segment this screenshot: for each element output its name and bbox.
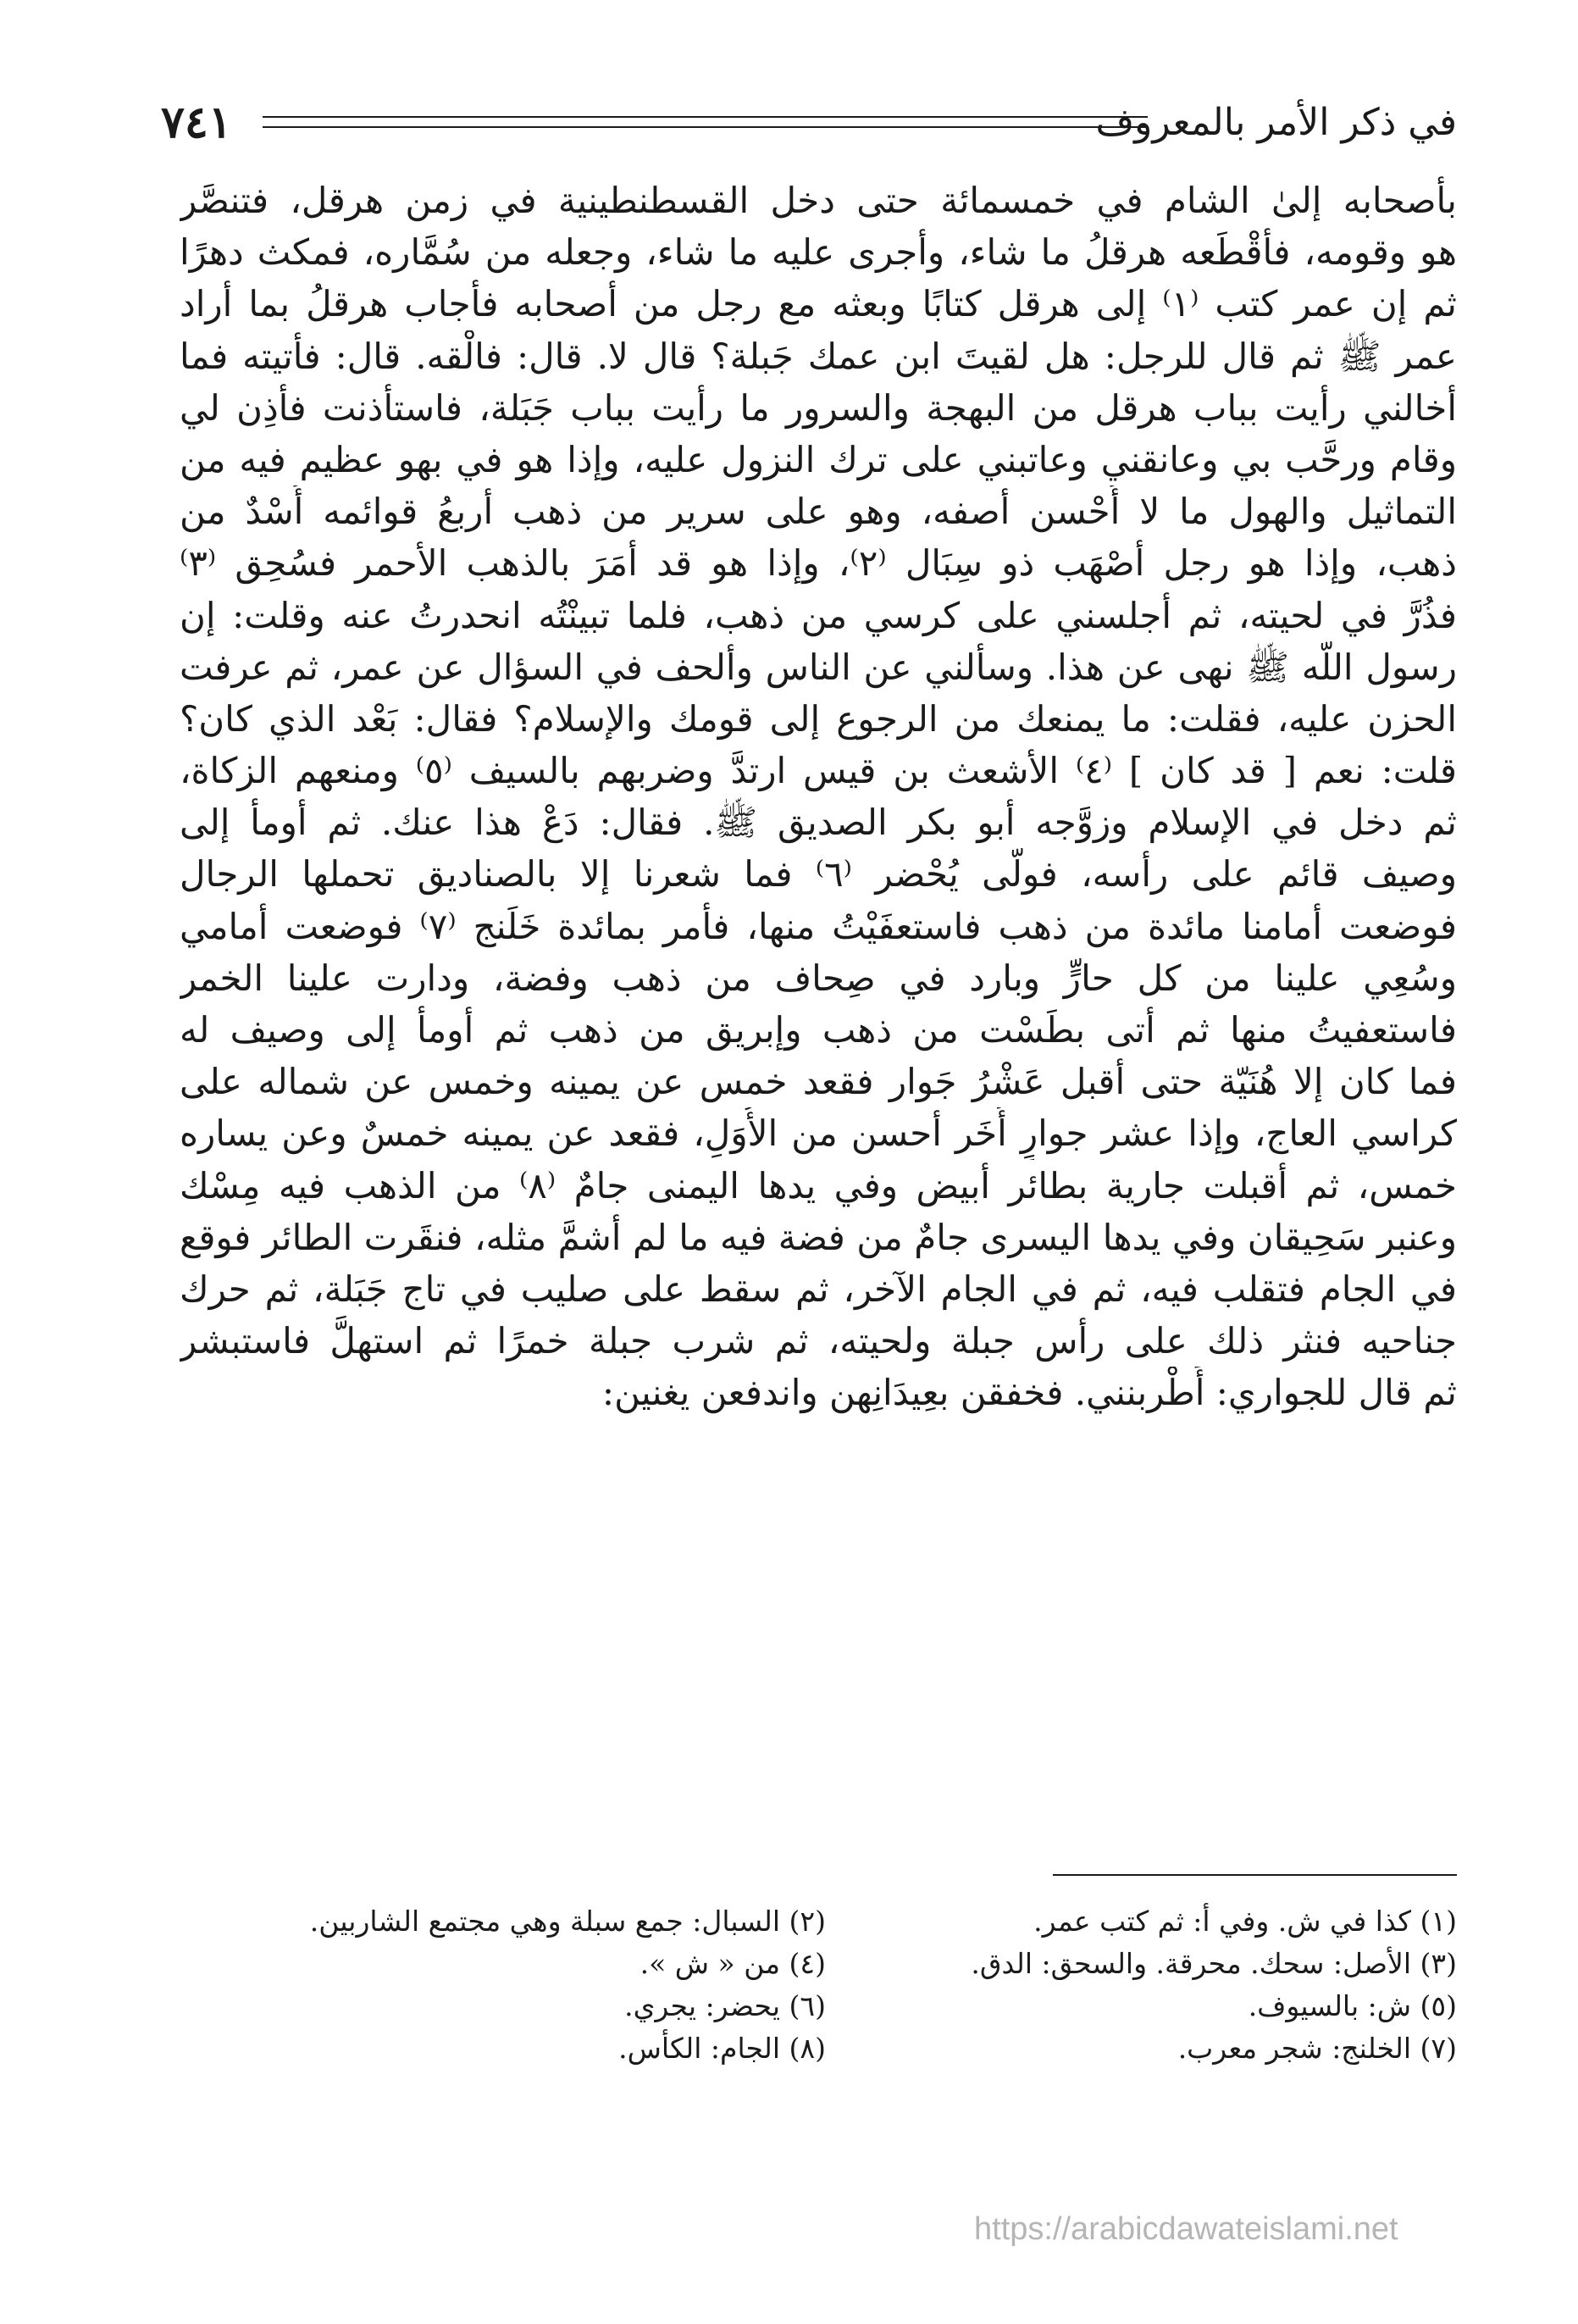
text-line: هو وقومه، فأقْطَعه هرقلُ ما شاء، وأجرى عليه ما شاء، وجعله من سُمَّاره، فمكث دهرًا [180, 231, 1457, 274]
text-line: فوضعت أمامنا مائدة من ذهب فاستعفَيْتُ منها، فأمر بمائدة خَلَنج ⁽٧⁾ فوضعت أمامي [180, 905, 1457, 947]
page-header [161, 85, 1457, 161]
page-number: ٧٤١ [161, 97, 232, 148]
text-line: وسُعِي علينا من كل حارٍّ وبارد في صِحاف من ذهب وفضة، ودارت علينا الخمر [180, 957, 1457, 999]
text-line: ثم قال للجواري: أَطْربنني. فخفقن بعِيدَانِهن واندفعن يغنين: [601, 1372, 1457, 1414]
footnote: (٣) الأصل: سحك. محرقة. والسحق: الدق. [971, 1947, 1457, 1980]
footnotes-left-column [241, 1900, 826, 2070]
running-title: في ذكر الأمر بالمعروف [1095, 101, 1457, 144]
text-line: ثم دخل في الإسلام وزوَّجه أبو بكر الصديق ﷺ. فقال: دَعْ هذا عنك. ثم أومأ إلى [180, 801, 1457, 844]
text-line: ذهب، وإذا هو رجل أصْهَب ذو سِبَال ⁽٢⁾، وإذا هو قد أمَرَ بالذهب الأحمر فسُحِق ⁽٣⁾ [180, 542, 1457, 585]
footnote: (٤) من « ش ». [640, 1947, 826, 1980]
text-line: الحزن عليه، فقلت: ما يمنعك من الرجوع إلى قومك والإسلام؟ فقال: بَعْد الذي كان؟ [180, 697, 1457, 740]
text-line: قلت: نعم [ قد كان ] ⁽٤⁾ الأشعث بن قيس ارتدَّ وضربهم بالسيف ⁽٥⁾ ومنعهم الزكاة، [180, 750, 1457, 792]
text-line: فما كان إلا هُنَيّة حتى أقبل عَشْرُ جَوار فقعد خمس عن يمينه وخمس عن شماله على [180, 1061, 1457, 1103]
footnote-separator [1053, 1874, 1457, 1876]
text-line: خمس، ثم أقبلت جارية بطائر أبيض وفي يدها اليمنى جامٌ ⁽٨⁾ من الذهب فيه مِسْك [180, 1164, 1457, 1206]
footnote: (٨) الجام: الكأس. [618, 2032, 826, 2065]
text-line: فذُرَّ في لحيته، ثم أجلسني على كرسي من ذهب، فلما تبينْتُه انحدرتُ عنه وقلت: إن [180, 594, 1457, 636]
text-line: وعنبر سَحِيقان وفي يدها اليسرى جامٌ من فضة فيه ما لم أشمَّ مثله، فنقَرت الطائر فوقع [180, 1216, 1457, 1258]
text-line: عمر ﷺ ثم قال للرجل: هل لقيتَ ابن عمك جَبلة؟ قال لا. قال: فالْقه. قال: فأتيته فما [180, 335, 1457, 377]
footnote: (٢) السبال: جمع سبلة وهي مجتمع الشاربين. [309, 1905, 826, 1938]
text-line: رسول اللَّه ﷺ نهى عن هذا. وسألني عن الناس وألحف في السؤال عن عمر، ثم عرفت [180, 646, 1457, 688]
text-line: جناحيه فنثر ذلك على رأس جبلة ولحيته، ثم شرب جبلة خمرًا ثم استهلَّ فاستبشر [180, 1320, 1457, 1362]
text-line: فاستعفيتُ منها ثم أتى بطَسْت من ذهب وإبريق من ذهب ثم أومأ إلى وصيف له [180, 1009, 1457, 1051]
text-line: وصيف قائم على رأسه، فولَّى يُحْضر ⁽٦⁾ فما شعرنا إلا بالصناديق تحملها الرجال [180, 853, 1457, 896]
header-double-rule [263, 116, 1148, 128]
text-line: وقام ورحَّب بي وعانقني وعاتبني على ترك النزول عليه، وإذا هو في بهو عظيم فيه من [180, 438, 1457, 480]
text-line: بأصحابه إلىٰ الشام في خمسمائة حتى دخل القسطنطينية في زمن هرقل، فتنصَّر [180, 180, 1457, 221]
text-line: التماثيل والهول ما لا أُحْسن أصفه، وهو على سرير من ذهب أربعُ قوائمه أُسْدٌ من [180, 491, 1457, 533]
footnote: (١) كذا في ش. وفي أ: ثم كتب عمر. [1033, 1905, 1457, 1938]
footnote: (٧) الخلنج: شجر معرب. [1177, 2032, 1457, 2065]
text-line: كراسي العاج، وإذا عشر جوارٍ أُخَر أحسن من الأُوَلِ، فقعد عن يمينه خمسٌ وعن يساره [180, 1112, 1457, 1155]
footnotes-right-column [872, 1900, 1457, 2070]
watermark-url: https://arabicdawateislami.net [974, 2211, 1398, 2247]
text-line: ثم إن عمر كتب ⁽١⁾ إلى هرقل كتابًا وبعثه مع رجل من أصحابه فأجاب هرقلُ بما أراد [180, 283, 1457, 325]
footnote: (٦) يحضر: يجري. [624, 1989, 826, 2022]
text-line: أخالني رأيت بباب هرقل من البهجة والسرور ما رأيت بباب جَبَلة، فاستأذنت فأذِن لي [180, 386, 1457, 429]
body-text [180, 175, 1457, 1419]
footnote: (٥) ش: بالسيوف. [1248, 1989, 1457, 2022]
text-line: في الجام فتقلب فيه، ثم في الجام الآخر، ثم سقط على صليب في تاج جَبَلة، ثم حرك [180, 1267, 1457, 1310]
